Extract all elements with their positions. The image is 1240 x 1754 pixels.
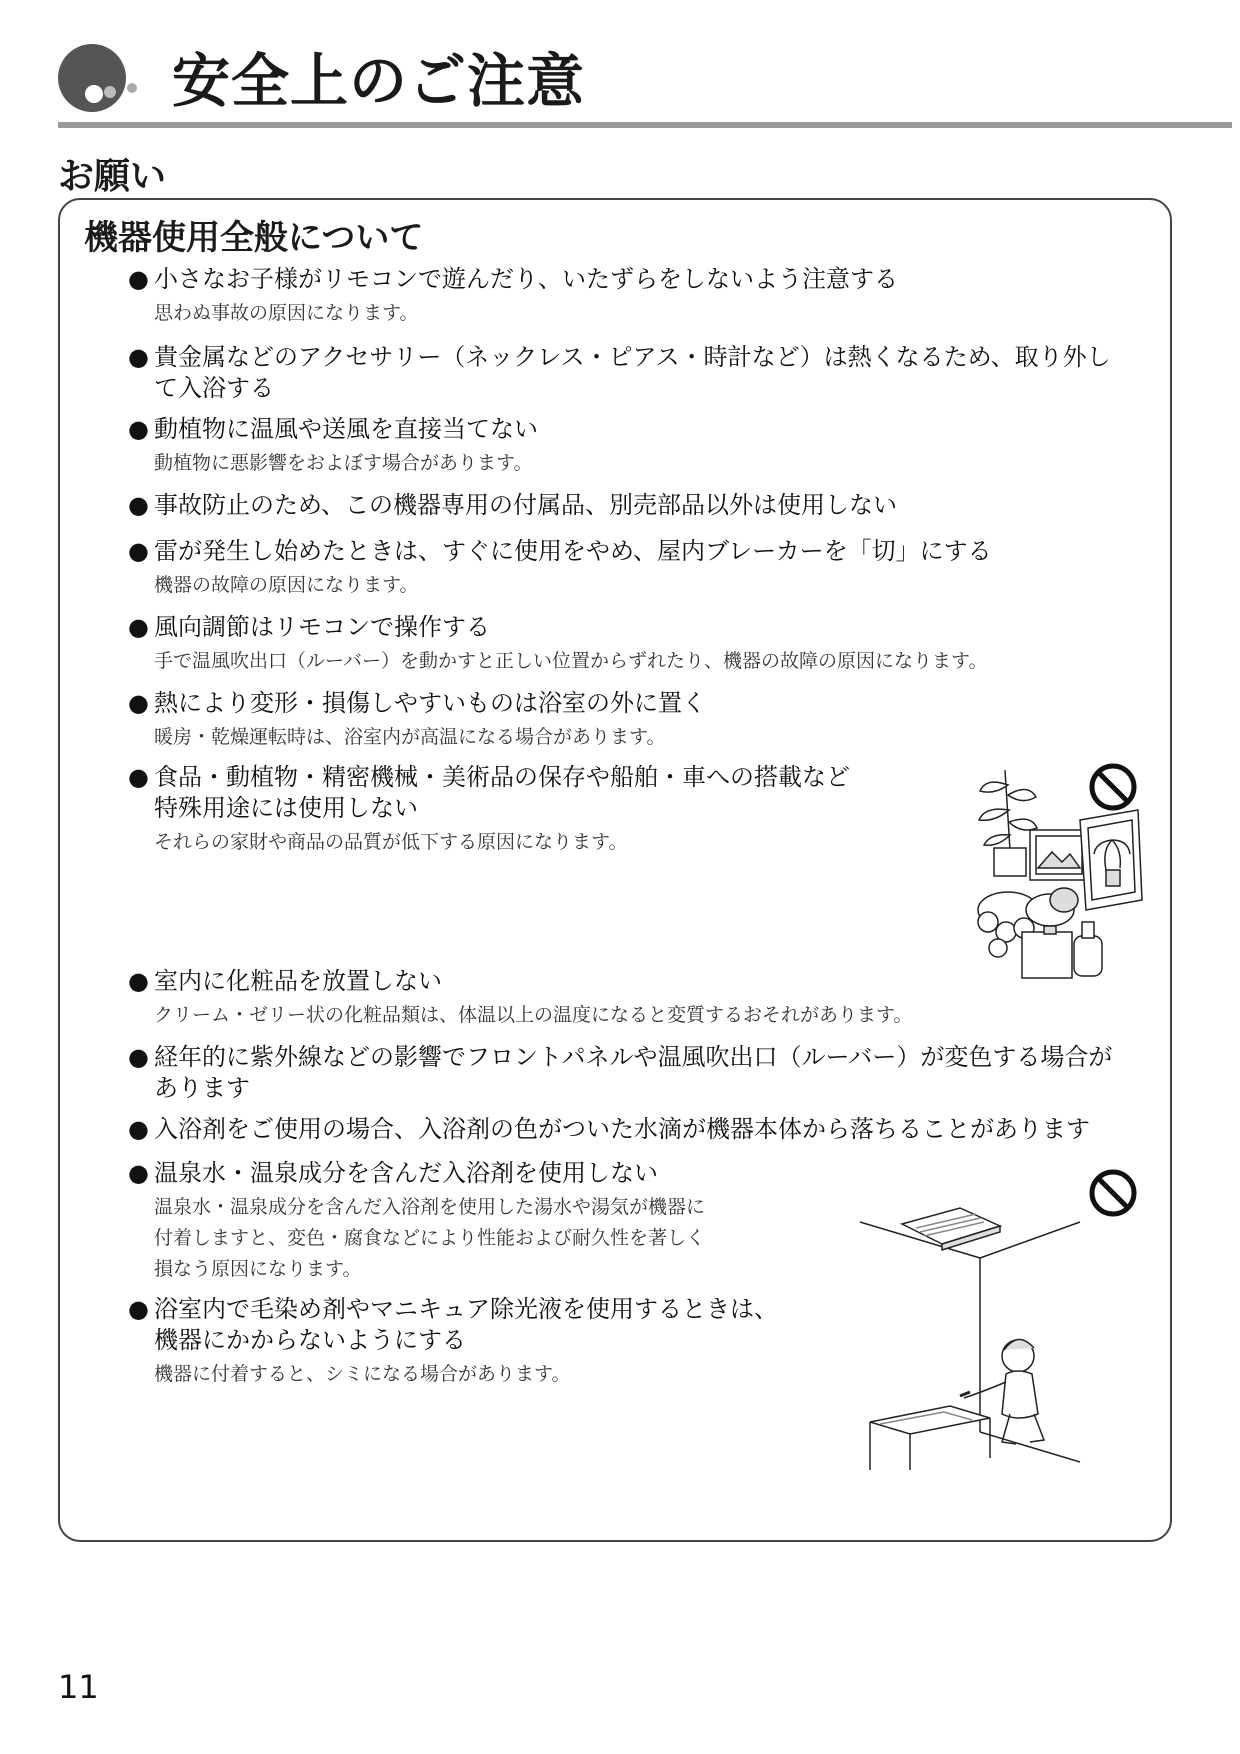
notice-title-line2: あります — [154, 1074, 250, 1102]
panel-title: 機器使用全般について — [84, 218, 424, 258]
notice-title-line2: 特殊用途には使用しない — [154, 794, 418, 822]
notice-note: クリーム・ゼリー状の化粧品類は、体温以上の温度になると変質するおそれがあります。 — [154, 1004, 913, 1026]
notice-item — [128, 1114, 1090, 1145]
notice-item — [128, 490, 897, 521]
notice-title: 事故防止のため、この機器専用の付属品、別売部品以外は使用しない — [154, 491, 898, 519]
prohibition-icon — [1088, 1168, 1138, 1218]
bathroom-illustration — [850, 1192, 1090, 1472]
bullet-icon: ● — [128, 415, 149, 443]
notice-note: それらの家財や商品の品質が低下する原因になります。 — [154, 831, 628, 853]
notice-title-line2: て入浴する — [154, 374, 274, 402]
bullet-icon: ● — [128, 343, 149, 371]
notice-note: 付着しますと、変色・腐食などにより性能および耐久性を著しく — [154, 1227, 706, 1249]
notice-title: 熱により変形・損傷しやすいものは浴室の外に置く — [154, 689, 706, 717]
notice-title: 食品・動植物・精密機械・美術品の保存や船舶・車への搭載など — [154, 763, 850, 791]
notice-item — [128, 762, 850, 858]
bullet-icon: ● — [128, 265, 149, 293]
bullet-icon: ● — [128, 537, 149, 565]
notice-note: 機器の故障の原因になります。 — [154, 574, 419, 596]
notice-title: 動植物に温風や送風を直接当てない — [154, 415, 538, 443]
notice-title: 室内に化粧品を放置しない — [154, 967, 442, 995]
notice-item — [128, 966, 912, 1031]
notice-title: 風向調節はリモコンで操作する — [154, 613, 490, 641]
notice-item — [128, 264, 898, 329]
notice-note: 暖房・乾燥運転時は、浴室内が高温になる場合があります。 — [154, 726, 666, 748]
notice-title-line2: 機器にかからないようにする — [154, 1326, 466, 1354]
notice-item — [128, 1294, 778, 1390]
section-heading: お願い — [58, 156, 167, 197]
notice-note: 思わぬ事故の原因になります。 — [154, 302, 419, 324]
bullet-icon: ● — [128, 689, 149, 717]
section-dots-icon — [58, 42, 158, 114]
notice-item — [128, 1158, 705, 1285]
notice-note: 機器に付着すると、シミになる場合があります。 — [154, 1363, 571, 1385]
notice-item — [128, 536, 992, 601]
notice-title: 小さなお子様がリモコンで遊んだり、いたずらをしないよう注意する — [154, 265, 898, 293]
page-header — [58, 40, 1232, 130]
notice-note: 損なう原因になります。 — [154, 1258, 362, 1280]
notice-item — [128, 342, 1111, 404]
bullet-icon: ● — [128, 1115, 149, 1143]
notice-title: 雷が発生し始めたときは、すぐに使用をやめ、屋内ブレーカーを「切」にする — [154, 537, 992, 565]
notice-title: 温泉水・温泉成分を含んだ入浴剤を使用しない — [154, 1159, 658, 1187]
notice-item — [128, 414, 538, 479]
notice-note: 手で温風吹出口（ルーバー）を動かすと正しい位置からずれたり、機器の故障の原因になります。 — [154, 650, 988, 672]
notice-item — [128, 612, 988, 677]
household-items-illustration — [960, 760, 1150, 980]
bullet-icon: ● — [128, 967, 149, 995]
bullet-icon: ● — [128, 1159, 149, 1187]
notice-title: 入浴剤をご使用の場合、入浴剤の色がついた水滴が機器本体から落ちることがあります — [154, 1115, 1090, 1143]
bullet-icon: ● — [128, 763, 149, 791]
page-number: 11 — [58, 1668, 99, 1706]
notice-title: 浴室内で毛染め剤やマニキュア除光液を使用するときは、 — [154, 1295, 778, 1323]
notice-title: 貴金属などのアクセサリー（ネックレス・ピアス・時計など）は熱くなるため、取り外し — [154, 343, 1111, 371]
notice-title: 経年的に紫外線などの影響でフロントパネルや温風吹出口（ルーバー）が変色する場合が — [154, 1043, 1113, 1071]
notice-item — [128, 1042, 1112, 1104]
bullet-icon: ● — [128, 491, 149, 519]
bullet-icon: ● — [128, 1295, 149, 1323]
page-title: 安全上のご注意 — [172, 47, 586, 115]
header-rule — [58, 122, 1232, 128]
bullet-icon: ● — [128, 613, 149, 641]
bullet-icon: ● — [128, 1043, 149, 1071]
notice-item — [128, 688, 706, 753]
notice-note: 温泉水・温泉成分を含んだ入浴剤を使用した湯水や湯気が機器に — [154, 1196, 706, 1218]
notice-note: 動植物に悪影響をおよぼす場合があります。 — [154, 452, 533, 474]
